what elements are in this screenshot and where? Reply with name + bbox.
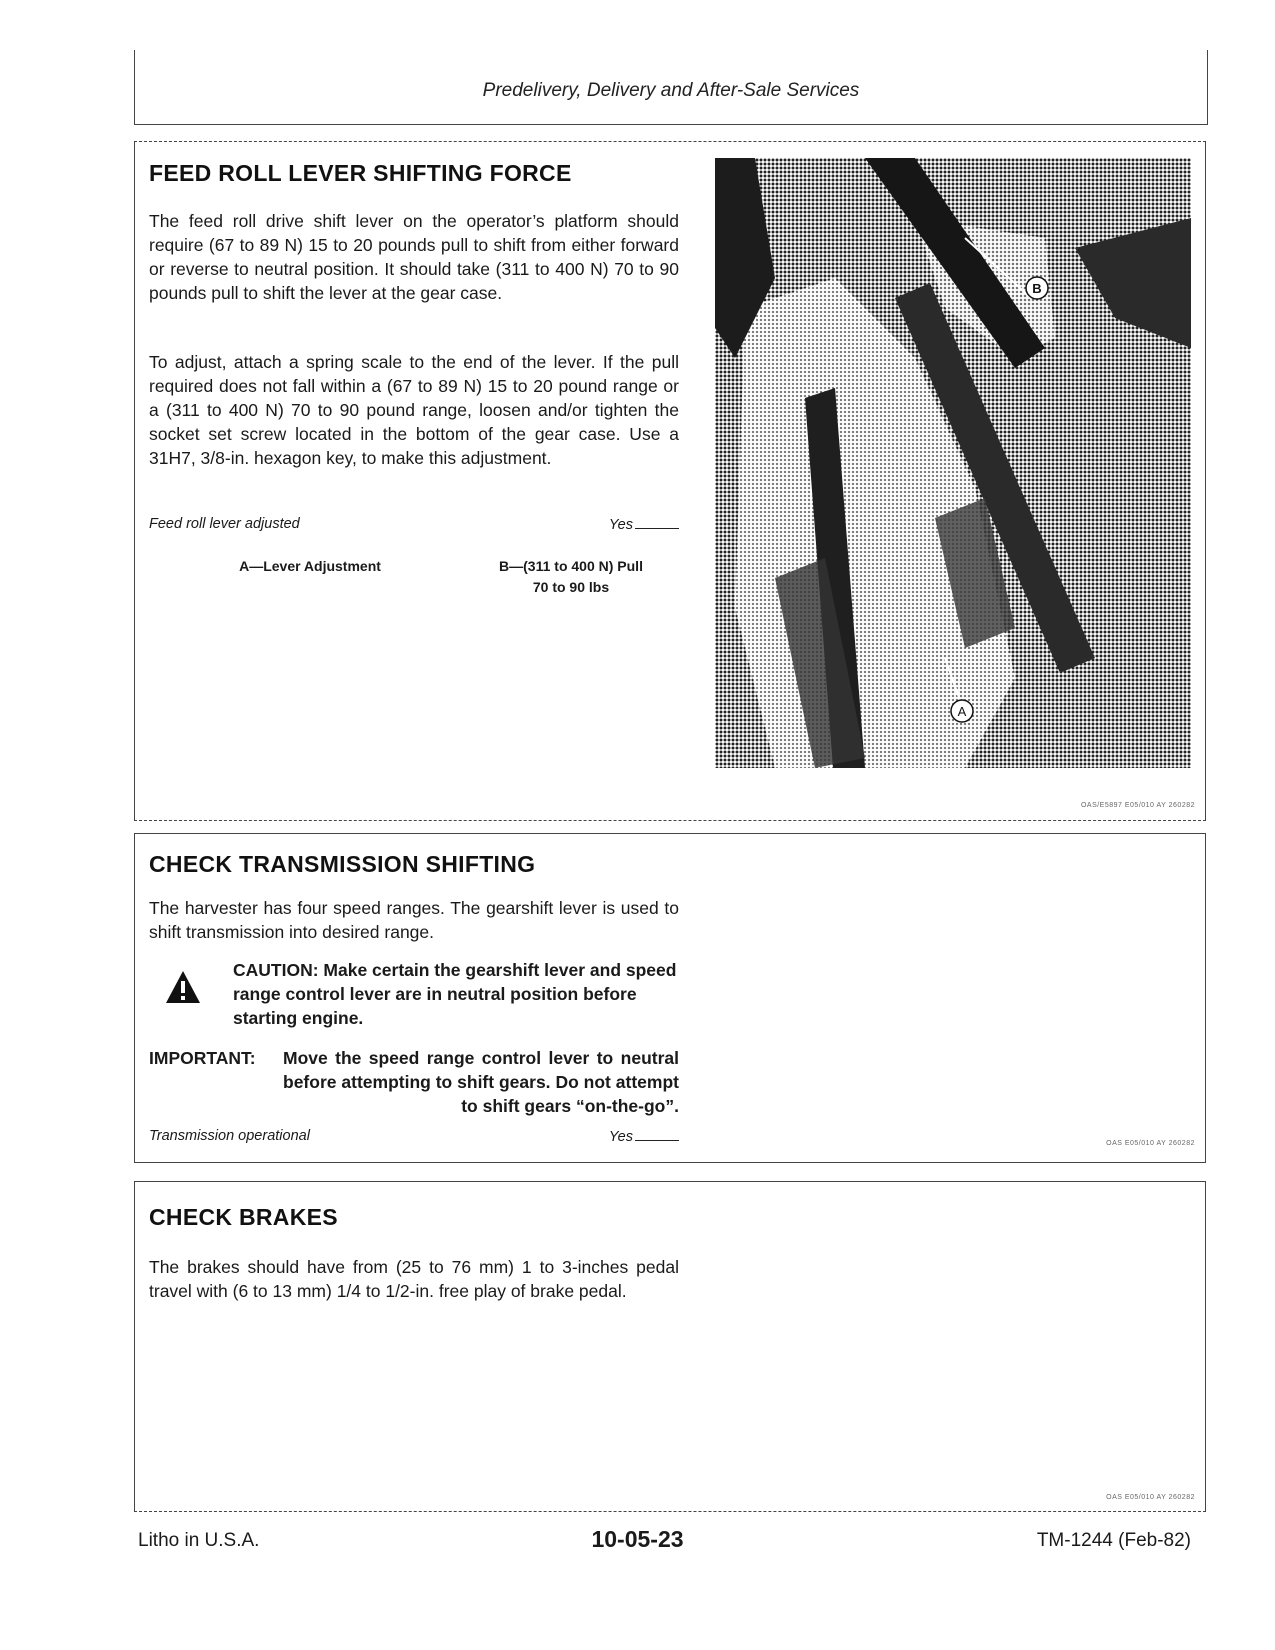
caption-b-line1: B—(311 to 400 N) Pull [499, 558, 643, 574]
section-heading: CHECK TRANSMISSION SHIFTING [149, 851, 536, 877]
callout-b-label: B [1032, 281, 1042, 296]
halftone-photo [715, 158, 1191, 768]
paragraph: The harvester has four speed ranges. The gearshift lever is used to shift transmission into desired range. [149, 898, 679, 942]
page-header [134, 50, 1208, 125]
paragraph: To adjust, attach a spring scale to the end of the lever. If the pull required does not fall within a (67 to 89 N) 15 to 20 pound range or a (311 to 400 N) 70 to 90 pound range, loosen and/or tighten the socket set screw located in the bottom of the gear case. Use a 31H7, 3/8-in. hexagon key, to make this adjustment. [149, 352, 679, 468]
reference-code: OAS E05/010 AY 260282 [1106, 1140, 1195, 1147]
section-feed-roll [134, 141, 1206, 821]
footer-printer: Litho in U.S.A. [138, 1530, 260, 1551]
header-title: Predelivery, Delivery and After-Sale Services [482, 80, 860, 101]
caution-text: CAUTION: Make certain the gearshift lever and speed range control lever are in neutral position before starting engine. [233, 960, 677, 1028]
yes-blank [635, 516, 679, 529]
section-heading: FEED ROLL LEVER SHIFTING FORCE [149, 160, 572, 186]
reference-code: OAS E05/010 AY 260282 [1106, 1494, 1195, 1501]
yes-blank [635, 1128, 679, 1141]
section-transmission [134, 833, 1206, 1163]
check-yes [609, 1128, 679, 1145]
paragraph: The feed roll drive shift lever on the operator’s platform should require (67 to 89 N) 15 to 20 pounds pull to shift from either forward or reverse to neutral position. It should take (311 to 400 N) 70 to 90 pounds pull to shift the lever at the gear case. [149, 211, 679, 303]
caution-block [149, 958, 679, 1038]
caption-a: A—Lever Adjustment [239, 558, 381, 574]
important-text: Move the speed range control lever to neutral before attempting to shift gears. Do not attempt to shift gears “on-the-go”. [283, 1048, 679, 1116]
important-label: IMPORTANT: [149, 1048, 256, 1068]
callout-a-label: A [957, 704, 967, 719]
important-block [149, 1046, 679, 1118]
check-label: Transmission operational [149, 1128, 310, 1144]
manual-id: TM-1244 (Feb-82) [1036, 1530, 1191, 1551]
lever-photo [715, 158, 1191, 768]
check-yes [609, 516, 679, 533]
yes-label: Yes [608, 517, 633, 533]
page-number: 10-05-23 [591, 1526, 684, 1552]
section-brakes [134, 1181, 1206, 1512]
check-label: Feed roll lever adjusted [149, 516, 300, 532]
caption-b [471, 556, 671, 598]
warning-triangle-icon [165, 970, 201, 1004]
yes-label: Yes [608, 1129, 633, 1145]
reference-code: OAS/E5897 E05/010 AY 260282 [1080, 802, 1195, 809]
paragraph: The brakes should have from (25 to 76 mm) 1 to 3-inches pedal travel with (6 to 13 mm) 1/4 to 1/2-in. free play of brake pedal. [149, 1257, 679, 1301]
section-heading: CHECK BRAKES [149, 1204, 338, 1230]
caption-b-line2: 70 to 90 lbs [532, 579, 610, 595]
